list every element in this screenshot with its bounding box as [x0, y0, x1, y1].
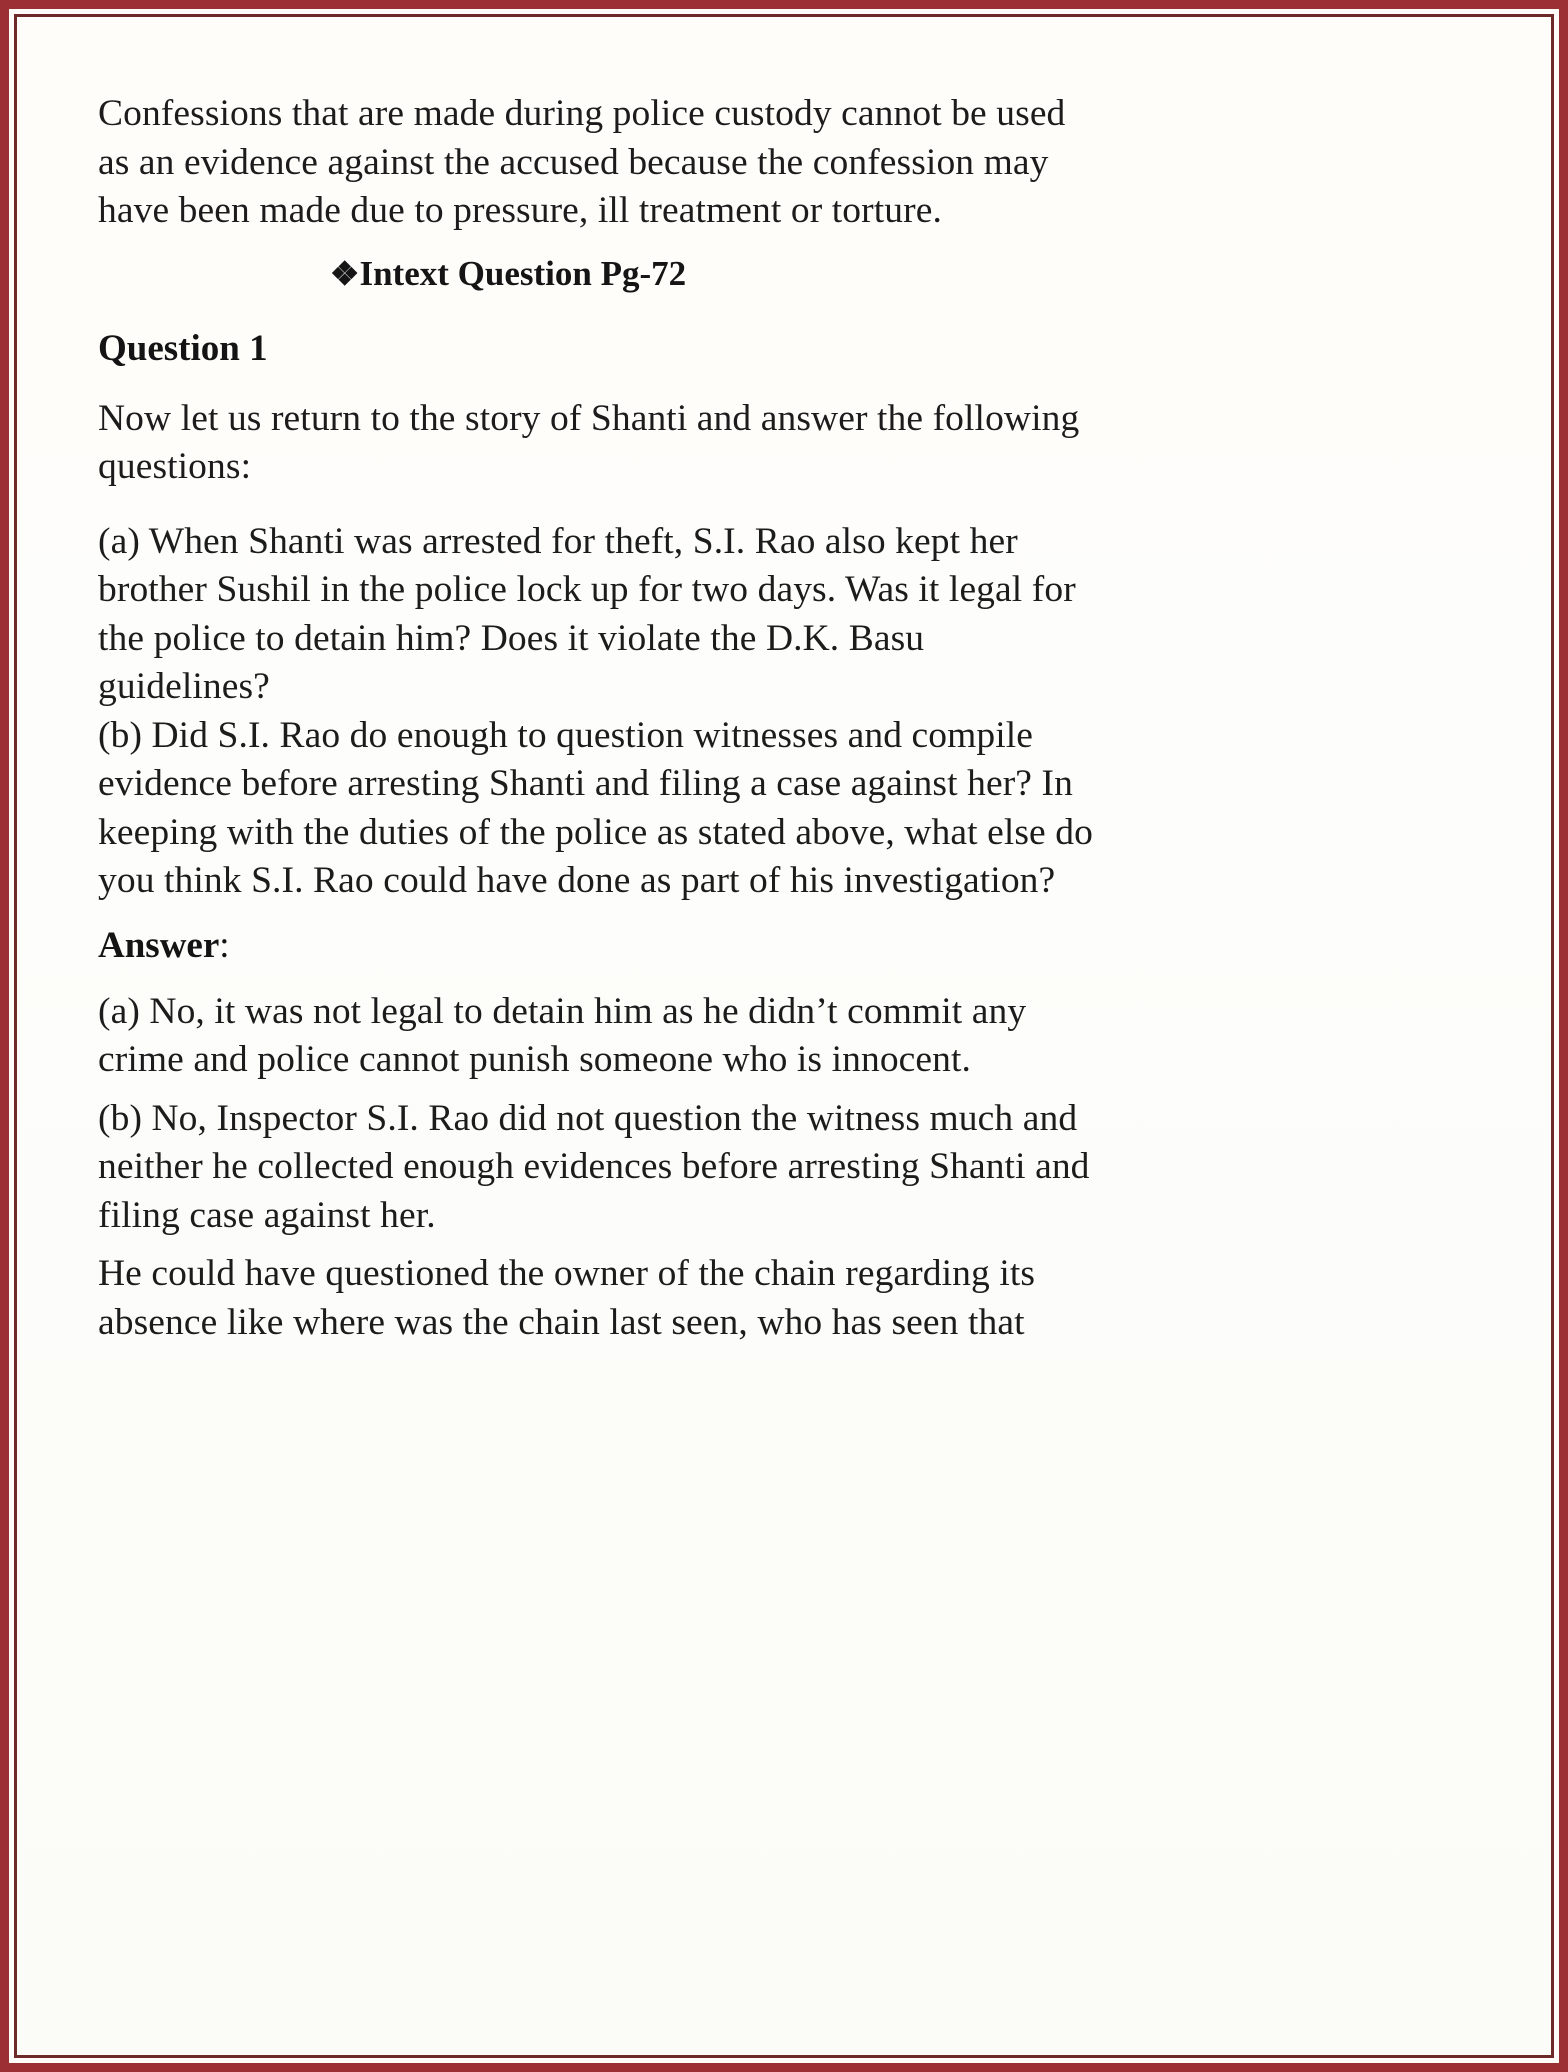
question-part-b: (b) Did S.I. Rao do enough to question witnesses and compile evidence before arresting Shanti and filing a case against her? In keeping with the duties of the police as stated above, what else do you think S.I. Rao could have done as part of his investigation?: [98, 714, 1093, 901]
section-heading: [98, 250, 1098, 299]
spacer: [98, 1240, 1098, 1250]
spacer: [98, 492, 1098, 518]
question-heading: Question 1: [98, 327, 268, 369]
spacer: [98, 906, 1098, 922]
diamond-bullet-icon: ❖: [329, 256, 360, 293]
answer-heading-colon: :: [219, 924, 230, 966]
answer-heading: [98, 922, 1098, 970]
intro-paragraph: Confessions that are made during police custody cannot be used as an evidence against the accused because the confession may have been made due to pressure, ill treatment or torture.: [98, 93, 1066, 231]
answer-part-b: (b) No, Inspector S.I. Rao did not question the witness much and neither he collected enough evidences before arresting Shanti and filing case against her.: [98, 1097, 1090, 1236]
answer-continuation: He could have questioned the owner of the chain regarding its absence like where was the chain last seen, who has seen that: [98, 1253, 1036, 1343]
answer-part-a: (a) No, it was not legal to detain him as he didn’t commit any crime and police cannot punish someone who is innocent.: [98, 990, 1027, 1080]
spacer: [98, 1085, 1098, 1095]
question-part-a: (a) When Shanti was arrested for theft, S.I. Rao also kept her brother Sushil in the police lock up for two days. Was it legal for the police to detain him? Does it violate the D.K. Basu guidelines?: [98, 520, 1076, 707]
section-heading-label: Intext Question Pg-72: [359, 253, 687, 293]
document-page: [17, 17, 1551, 2055]
answer-heading-label: Answer: [98, 924, 220, 966]
document-content: [98, 90, 1098, 1347]
question-lead-in: Now let us return to the story of Shanti and answer the following questions:: [98, 397, 1080, 487]
